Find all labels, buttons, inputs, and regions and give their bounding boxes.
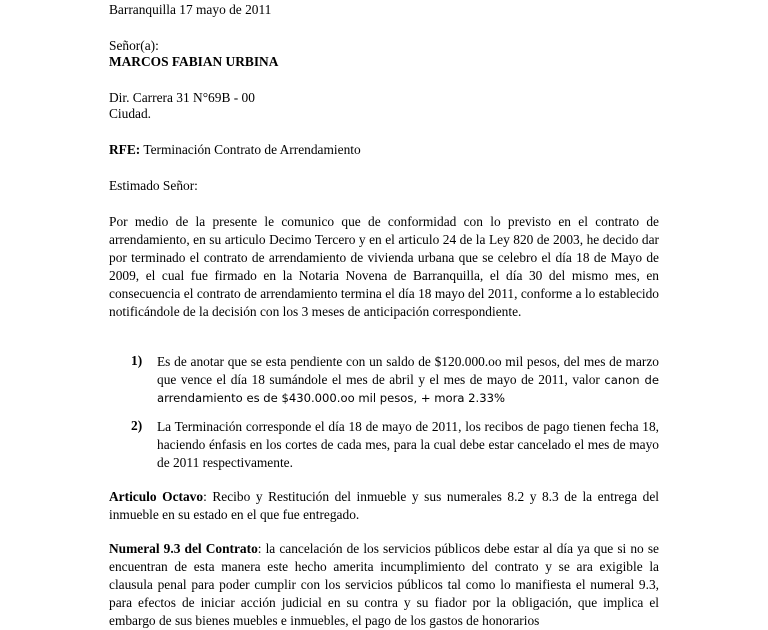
list-item-text — [157, 353, 659, 407]
reference-text: Terminación Contrato de Arrendamiento — [143, 142, 361, 157]
list-item-text-part1: La Terminación corresponde el día 18 de mayo de 2011, los recibos de pago tienen fecha 18, haciendo énfasis en los cortes de cada mes, para la cual debe estar cancelado el mes de mayo de 2011 respectivamente. — [157, 419, 659, 470]
list-item-text — [157, 418, 659, 472]
list-item-text-part1: Es de anotar que se esta pendiente con un saldo de $120.000.oo mil pesos, del mes de marzo que vence el día 18 sumándole el mes de abril y el mes de mayo de 2011, valor — [157, 354, 659, 387]
list-item-number: 2) — [131, 418, 143, 433]
recipient-name: MARCOS FABIAN URBINA — [109, 54, 279, 69]
list-item — [109, 418, 659, 472]
reference-label: RFE: — [109, 142, 141, 157]
date-line: Barranquilla 17 mayo de 2011 — [109, 2, 272, 17]
recipient-address: Dir. Carrera 31 N°69B - 00 — [109, 90, 255, 105]
greeting: Estimado Señor: — [109, 178, 198, 193]
articulo-octavo-label: Articulo Octavo — [109, 489, 204, 504]
salutation-label: Señor(a): — [109, 38, 159, 53]
articulo-octavo-paragraph — [109, 488, 659, 524]
reference-line — [109, 142, 361, 158]
body-paragraph: Por medio de la presente le comunico que de conformidad con lo previsto en el contrato de arrendamiento, en su articulo Decimo Tercero y en el articulo 24 de la Ley 820 de 2003, he decido dar por terminado el contrato de arrendamiento de vivienda urbana que se celebro el día 18 de Mayo de 2009, el cual fue firmado en la Notaria Novena de Barranquilla, el día 30 del mismo mes, en consecuencia el contrato de arrendamiento termina el día 18 mayo del 2011, conforme a lo establecido notificándole de la decisión con los 3 meses de anticipación correspondiente. — [109, 214, 659, 320]
list-item-number: 1) — [131, 353, 143, 368]
articulo-octavo-text: : Recibo y Restitución del inmueble y sus numerales 8.2 y 8.3 de la entrega del inmueble en su estado en el que fue entregado. — [109, 489, 659, 523]
numeral-93-text: : la cancelación de los servicios públicos debe estar al día ya que si no se encuentran de esta manera este hecho amerita incumplimiento del contrato y se ara exigible la clausula penal para poder cumplir con los servicios públicos tal como lo manifiesta el numeral 9.3, para efectos de iniciar acción judicial en su contra y su fiador por la obligación, que implica el embargo de sus bienes muebles e inmuebles, el pago de los gastos de honorarios — [109, 541, 659, 629]
list-item-text-part2: canon de arrendamiento es de $430.000.oo mil pesos, + mora 2.33% — [157, 373, 659, 405]
recipient-city: Ciudad. — [109, 106, 152, 121]
numeral-93-paragraph — [109, 540, 659, 630]
list-item — [109, 353, 659, 407]
numeral-93-label: Numeral 9.3 del Contrato — [109, 541, 258, 556]
